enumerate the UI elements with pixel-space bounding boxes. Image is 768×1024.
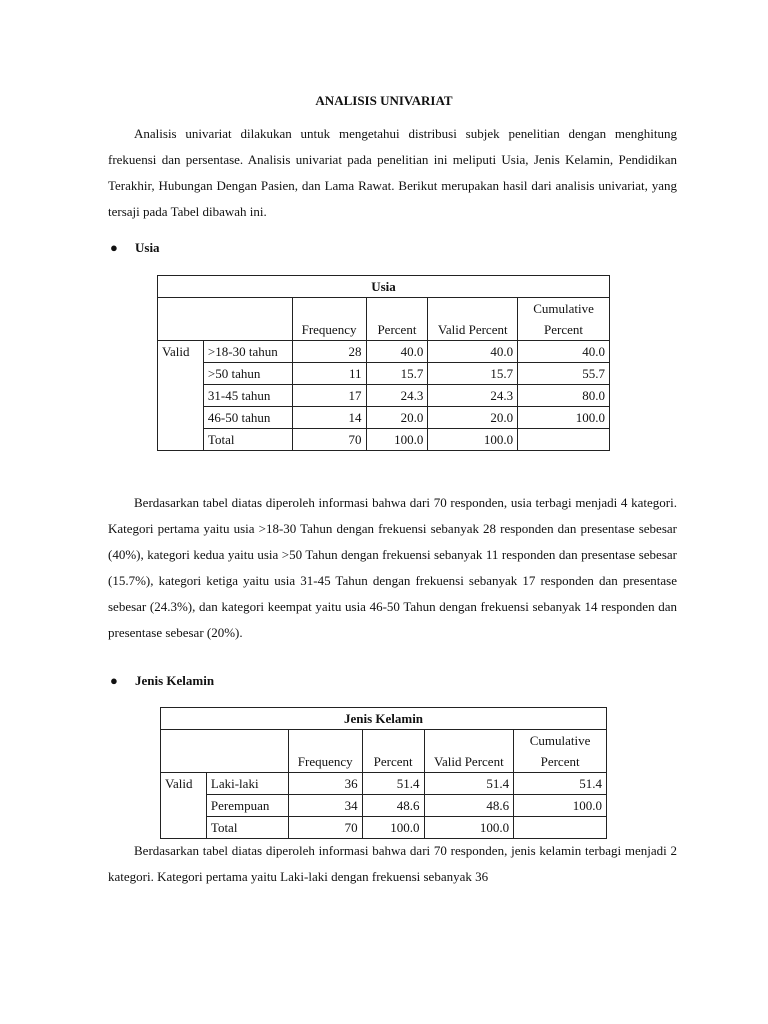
table-row (161, 817, 607, 839)
table-row (158, 385, 610, 407)
cell-frequency: 17 (292, 385, 366, 407)
row-label: Total (203, 429, 292, 451)
col-header-frequency: Frequency (292, 298, 366, 341)
cell-cumulative-percent: 80.0 (518, 385, 610, 407)
cell-percent: 51.4 (362, 773, 424, 795)
table-header-blank (158, 298, 293, 341)
cell-cumulative-percent: 40.0 (518, 341, 610, 363)
table-row (158, 407, 610, 429)
cell-cumulative-percent: 55.7 (518, 363, 610, 385)
bullet-dot-icon: ● (110, 240, 118, 255)
row-label: Total (206, 817, 288, 839)
col-header-frequency: Frequency (288, 730, 362, 773)
cell-valid-percent: 100.0 (424, 817, 514, 839)
bullet-usia (110, 240, 160, 256)
cell-percent: 100.0 (366, 429, 428, 451)
row-label: 31-45 tahun (203, 385, 292, 407)
col-header-cumulative-percent: Cumulative Percent (518, 298, 610, 341)
cell-frequency: 14 (292, 407, 366, 429)
section-heading-usia: Usia (135, 240, 160, 255)
cell-percent: 24.3 (366, 385, 428, 407)
cell-cumulative-percent: 51.4 (514, 773, 607, 795)
cell-valid-percent: 48.6 (424, 795, 514, 817)
cell-frequency: 70 (292, 429, 366, 451)
cell-percent: 100.0 (362, 817, 424, 839)
cell-valid-percent: 24.3 (428, 385, 518, 407)
cell-frequency: 34 (288, 795, 362, 817)
row-label: 46-50 tahun (203, 407, 292, 429)
cell-cumulative-percent (514, 817, 607, 839)
jenis-kelamin-table (160, 707, 607, 839)
jenis-kelamin-description: Berdasarkan tabel diatas diperoleh informasi bahwa dari 70 responden, jenis kelamin terbagi menjadi 2 kategori. Kategori pertama yaitu Laki-laki dengan frekuensi sebanyak 36 (108, 843, 677, 884)
col-header-percent: Percent (362, 730, 424, 773)
table-caption: Jenis Kelamin (161, 708, 607, 730)
cell-percent: 48.6 (362, 795, 424, 817)
cell-cumulative-percent: 100.0 (514, 795, 607, 817)
cell-valid-percent: 15.7 (428, 363, 518, 385)
table-row (161, 773, 607, 795)
cell-cumulative-percent: 100.0 (518, 407, 610, 429)
col-header-percent: Percent (366, 298, 428, 341)
usia-table (157, 275, 610, 451)
cell-cumulative-percent (518, 429, 610, 451)
bullet-jenis-kelamin (110, 673, 214, 689)
cell-percent: 40.0 (366, 341, 428, 363)
group-label: Valid (158, 341, 204, 451)
cell-frequency: 70 (288, 817, 362, 839)
row-label: >50 tahun (203, 363, 292, 385)
cell-valid-percent: 100.0 (428, 429, 518, 451)
intro-paragraph: Analisis univariat dilakukan untuk mengetahui distribusi subjek penelitian dengan menghitung frekuensi dan persentase. Analisis univariat pada penelitian ini meliputi Usia, Jenis Kelamin, Pendidikan Terakhir, Hubungan Dengan Pasien, dan Lama Rawat. Berikut merupakan hasil dari analisis univariat, yang tersaji pada Tabel dibawah ini. (108, 126, 677, 219)
cell-valid-percent: 20.0 (428, 407, 518, 429)
table-row (158, 341, 610, 363)
row-label: Perempuan (206, 795, 288, 817)
cell-valid-percent: 51.4 (424, 773, 514, 795)
table-row (158, 429, 610, 451)
usia-description: Berdasarkan tabel diatas diperoleh informasi bahwa dari 70 responden, usia terbagi menjadi 4 kategori. Kategori pertama yaitu usia >18-30 Tahun dengan frekuensi sebanyak 28 responden dan presentase sebesar (40%), kategori kedua yaitu usia >50 Tahun dengan frekuensi sebanyak 11 responden dan presentase sebesar (15.7%), kategori ketiga yaitu usia 31-45 Tahun dengan frekuensi sebanyak 17 responden dan presentase sebesar (24.3%), dan kategori keempat yaitu usia 46-50 Tahun dengan frekuensi sebanyak 14 responden dan presentase sebesar (20%). (108, 495, 677, 640)
table-row (161, 795, 607, 817)
cell-frequency: 28 (292, 341, 366, 363)
cell-percent: 15.7 (366, 363, 428, 385)
col-header-valid-percent: Valid Percent (424, 730, 514, 773)
group-label: Valid (161, 773, 207, 839)
row-label: >18-30 tahun (203, 341, 292, 363)
table-caption: Usia (158, 276, 610, 298)
row-label: Laki-laki (206, 773, 288, 795)
cell-frequency: 11 (292, 363, 366, 385)
table-header-blank (161, 730, 289, 773)
bullet-dot-icon: ● (110, 673, 118, 688)
col-header-cumulative-percent: Cumulative Percent (514, 730, 607, 773)
table-row (158, 363, 610, 385)
cell-frequency: 36 (288, 773, 362, 795)
page-title: ANALISIS UNIVARIAT (315, 93, 453, 108)
section-heading-jenis-kelamin: Jenis Kelamin (135, 673, 215, 688)
col-header-valid-percent: Valid Percent (428, 298, 518, 341)
cell-valid-percent: 40.0 (428, 341, 518, 363)
cell-percent: 20.0 (366, 407, 428, 429)
